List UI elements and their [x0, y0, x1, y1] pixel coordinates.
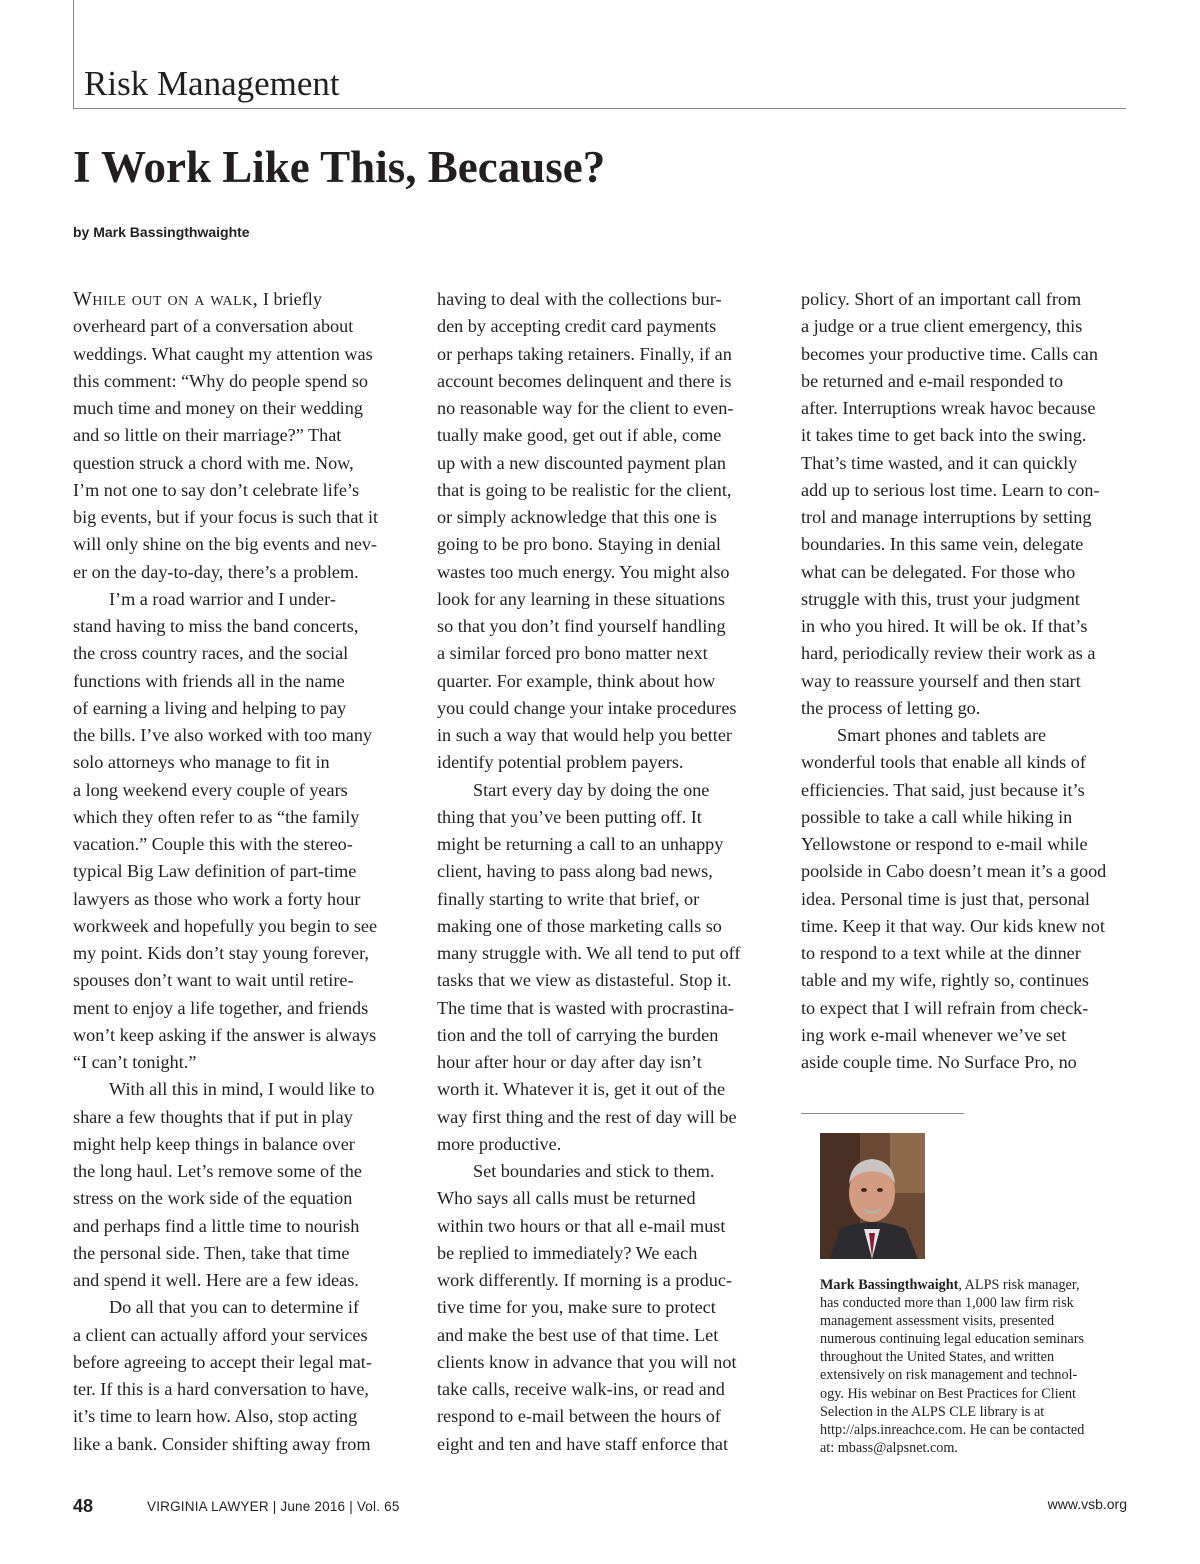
article-line: trol and manage interruptions by setting [801, 507, 1092, 527]
author-bio-line: ogy. His webinar on Best Practices for Client [820, 1385, 1076, 1402]
article-line: so that you don’t find yourself handling [437, 616, 726, 636]
article-column-3 [801, 286, 1131, 1076]
article-line: going to be pro bono. Staying in denial [437, 534, 721, 555]
article-paragraph [73, 1076, 408, 1294]
article-line: work differently. If morning is a produc- [437, 1270, 732, 1290]
article-line: the long haul. Let’s remove some of the [73, 1161, 362, 1181]
article-line: possible to take a call while hiking in [801, 806, 1073, 827]
article-line: making one of those marketing calls so [437, 915, 722, 936]
article-line [73, 286, 408, 313]
article-line: a long weekend every couple of years [73, 779, 348, 800]
article-line-text: I briefly [258, 289, 322, 309]
section-header-rule-vertical [73, 0, 74, 109]
article-line: Set boundaries and stick to them. [473, 1161, 715, 1181]
article-line: er on the day-to-day, there’s a problem. [73, 561, 359, 582]
article-line: be returned and e-mail responded to [801, 370, 1064, 391]
article-line: typical Big Law definition of part-time [73, 861, 357, 882]
article-line: thing that you’ve been putting off. It [437, 806, 702, 827]
article-paragraph [801, 286, 1131, 722]
article-line: it’s time to learn how. Also, stop acting [73, 1406, 358, 1427]
article-line: might help keep things in balance over [73, 1133, 355, 1154]
article-line: “I can’t tonight.” [73, 1052, 197, 1072]
article-line: you could change your intake procedures [437, 697, 737, 718]
section-label: Risk Management [84, 64, 340, 103]
article-line: time. Keep it that way. Our kids knew not [801, 915, 1105, 936]
article-paragraph [801, 722, 1131, 1076]
author-bio [820, 1276, 1130, 1457]
article-line: tasks that we view as distasteful. Stop it. [437, 970, 732, 991]
article-line: no reasonable way for the client to even- [437, 398, 734, 418]
footer-publication: VIRGINIA LAWYER | June 2016 | Vol. 65 [147, 1499, 400, 1514]
article-line: ment to enjoy a life together, and friends [73, 997, 369, 1018]
author-bio-line: , ALPS risk manager, [958, 1277, 1080, 1293]
author-photo [820, 1133, 925, 1259]
article-line: wastes too much energy. You might also [437, 561, 730, 582]
article-line: overheard part of a conversation about [73, 316, 354, 337]
article-line: question struck a chord with me. Now, [73, 452, 354, 473]
article-line: Start every day by doing the one [473, 779, 710, 800]
article-line: worth it. Whatever it is, get it out of the [437, 1079, 726, 1100]
article-byline: by Mark Bassingthwaighte [73, 224, 250, 240]
article-line: efficiencies. That said, just because it’s [801, 779, 1085, 800]
article-line: and spend it well. Here are a few ideas. [73, 1270, 359, 1290]
author-bio-rule [801, 1113, 964, 1114]
article-line: hard, periodically review their work as a [801, 643, 1096, 664]
author-bio-line: extensively on risk management and technol- [820, 1367, 1078, 1384]
article-line: like a bank. Consider shifting away from [73, 1433, 371, 1454]
article-line: won’t keep asking if the answer is always [73, 1024, 377, 1045]
article-line: many struggle with. We all tend to put off [437, 943, 741, 963]
footer-url: www.vsb.org [1047, 1496, 1127, 1512]
article-line: the bills. I’ve also worked with too many [73, 725, 373, 745]
article-line: in such a way that would help you better [437, 725, 732, 745]
article-line: lawyers as those who work a forty hour [73, 888, 361, 909]
article-line: the personal side. Then, take that time [73, 1242, 350, 1263]
article-line: be replied to immediately? We each [437, 1242, 698, 1263]
article-line: The time that is wasted with procrastina- [437, 997, 734, 1018]
article-line: and so little on their marriage?” That [73, 425, 342, 446]
author-bio-line: Selection in the ALPS CLE library is at [820, 1403, 1045, 1420]
article-line: tion and the toll of carrying the burden [437, 1024, 719, 1045]
article-line: solo attorneys who manage to fit in [73, 752, 330, 773]
article-line: what can be delegated. For those who [801, 561, 1076, 582]
article-line: quarter. For example, think about how [437, 670, 716, 691]
article-line: I’m a road warrior and I under- [109, 588, 336, 609]
article-line: tually make good, get out if able, come [437, 425, 722, 446]
author-bio-line: throughout the United States, and written [820, 1349, 1055, 1366]
article-line: identify potential problem payers. [437, 752, 684, 773]
author-bio-line: has conducted more than 1,000 law firm risk [820, 1295, 1074, 1312]
article-line: vacation.” Couple this with the stereo- [73, 834, 353, 854]
article-paragraph [73, 586, 408, 1077]
article-line: tive time for you, make sure to protect [437, 1297, 716, 1318]
article-line: to expect that I will refrain from check- [801, 997, 1089, 1018]
article-line: With all this in mind, I would like to [109, 1079, 375, 1100]
article-line: the cross country races, and the social [73, 643, 349, 664]
article-line: den by accepting credit card payments [437, 316, 717, 337]
article-line: it takes time to get back into the swing. [801, 425, 1087, 446]
article-line: ing work e-mail whenever we’ve set [801, 1024, 1067, 1045]
article-line: policy. Short of an important call from [801, 289, 1082, 309]
article-line: stand having to miss the band concerts, [73, 616, 359, 636]
article-paragraph [73, 1294, 408, 1458]
article-line: after. Interruptions wreak havoc because [801, 398, 1096, 418]
article-line: weddings. What caught my attention was [73, 343, 373, 364]
article-line: Smart phones and tablets are [837, 725, 1047, 745]
article-headline: I Work Like This, Because? [73, 142, 606, 192]
article-line: big events, but if your focus is such that it [73, 507, 379, 527]
article-line: finally starting to write that brief, or [437, 888, 700, 909]
lead-in-smallcaps: While out on a walk, [73, 288, 259, 310]
article-line: or simply acknowledge that this one is [437, 507, 717, 527]
author-bio-line: management assessment visits, presented [820, 1313, 1055, 1330]
article-column-1 [73, 286, 408, 1458]
article-line: or perhaps taking retainers. Finally, if an [437, 343, 732, 364]
article-line: poolside in Cabo doesn’t mean it’s a good [801, 861, 1107, 882]
article-line: Do all that you can to determine if [109, 1297, 359, 1318]
article-line: boundaries. In this same vein, delegate [801, 534, 1084, 555]
article-line: Yellowstone or respond to e-mail while [801, 834, 1088, 854]
article-line: table and my wife, rightly so, continues [801, 970, 1089, 991]
article-column-2 [437, 286, 772, 1458]
article-line: much time and money on their wedding [73, 398, 363, 418]
article-line: to respond to a text while at the dinner [801, 943, 1081, 963]
article-line: this comment: “Why do people spend so [73, 370, 368, 391]
article-line: a client can actually afford your services [73, 1324, 368, 1345]
article-line: client, having to pass along bad news, [437, 861, 713, 882]
author-bio-line: numerous continuing legal education seminars [820, 1331, 1084, 1348]
article-line: of earning a living and helping to pay [73, 697, 347, 718]
article-line: workweek and hopefully you begin to see [73, 915, 378, 936]
article-line: wonderful tools that enable all kinds of [801, 752, 1086, 773]
article-paragraph [437, 286, 772, 777]
article-line: add up to serious lost time. Learn to con- [801, 479, 1100, 500]
author-bio-line: at: mbass@alpsnet.com. [820, 1439, 958, 1456]
article-line: respond to e-mail between the hours of [437, 1406, 721, 1427]
author-bio-line: http://alps.inreachce.com. He can be contacted [820, 1421, 1085, 1438]
article-paragraph [73, 286, 408, 586]
article-line: way first thing and the rest of day will be [437, 1106, 737, 1127]
article-line: before agreeing to accept their legal mat- [73, 1351, 372, 1372]
article-line: I’m not one to say don’t celebrate life’s [73, 479, 360, 500]
article-line: a judge or a true client emergency, this [801, 316, 1083, 337]
article-line: might be returning a call to an unhappy [437, 834, 724, 854]
article-line: stress on the work side of the equation [73, 1188, 353, 1209]
article-line: within two hours or that all e-mail must [437, 1215, 726, 1236]
article-line: aside couple time. No Surface Pro, no [801, 1052, 1077, 1072]
article-line: spouses don’t want to wait until retire- [73, 970, 354, 991]
article-line: struggle with this, trust your judgment [801, 588, 1080, 609]
article-line: way to reassure yourself and then start [801, 670, 1081, 691]
article-line: idea. Personal time is just that, personal [801, 888, 1090, 909]
article-line: functions with friends all in the name [73, 670, 345, 691]
author-bio-name: Mark Bassingthwaight [820, 1277, 959, 1293]
article-paragraph [437, 1158, 772, 1458]
article-line: Who says all calls must be returned [437, 1188, 696, 1209]
article-line: that is going to be realistic for the client, [437, 479, 732, 500]
article-line: becomes your productive time. Calls can [801, 343, 1098, 364]
article-paragraph [437, 777, 772, 1159]
article-line: up with a new discounted payment plan [437, 452, 726, 473]
article-line: look for any learning in these situations [437, 588, 725, 609]
section-header-rule [73, 108, 1126, 109]
article-line: and perhaps find a little time to nourish [73, 1215, 360, 1236]
footer-page-number: 48 [73, 1496, 94, 1516]
article-line: the process of letting go. [801, 697, 981, 718]
article-line: hour after hour or day after day isn’t [437, 1052, 702, 1072]
article-line: ter. If this is a hard conversation to have, [73, 1379, 369, 1399]
article-line: take calls, receive walk-ins, or read and [437, 1379, 725, 1399]
article-line: in who you hired. It will be ok. If that’s [801, 616, 1088, 636]
article-line: eight and ten and have staff enforce that [437, 1433, 729, 1454]
article-line: more productive. [437, 1133, 562, 1154]
article-line: will only shine on the big events and nev- [73, 534, 378, 555]
article-line: which they often refer to as “the family [73, 806, 360, 827]
article-line: and make the best use of that time. Let [437, 1324, 719, 1345]
article-line: a similar forced pro bono matter next [437, 643, 708, 664]
article-line: That’s time wasted, and it can quickly [801, 452, 1078, 473]
article-line: having to deal with the collections bur- [437, 289, 722, 309]
article-line: account becomes delinquent and there is [437, 370, 732, 391]
article-line: clients know in advance that you will not [437, 1351, 737, 1372]
article-line: my point. Kids don’t stay young forever, [73, 943, 369, 963]
article-line: share a few thoughts that if put in play [73, 1106, 353, 1127]
